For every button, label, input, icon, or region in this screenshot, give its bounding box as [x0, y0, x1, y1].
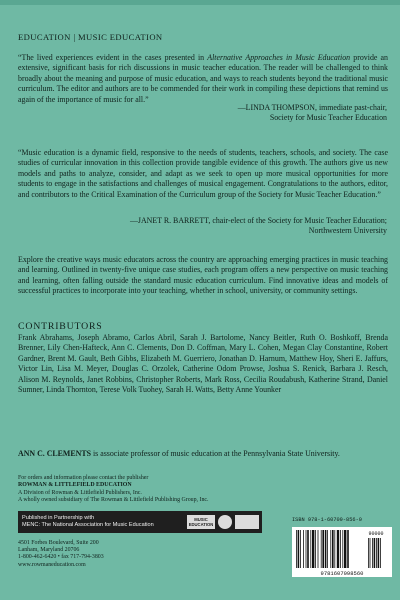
book-description: Explore the creative ways music educators across the country are approaching emerging practices in music teaching and learning. Outlined in twenty-five unique case studies, each program offers a new perspective on music teaching and learning, often falling outside the standard music education curriculum. Find innovative ideas and models of successful practices to incorporate into your teaching, whether in school, university, or community settings. — [18, 255, 388, 296]
barcode-bar — [332, 530, 334, 568]
barcode-bar — [315, 530, 316, 568]
endorsement-quote-2 — [18, 148, 388, 200]
publisher-contact — [18, 475, 263, 504]
address-line-1: 4501 Forbes Boulevard, Suite 200 — [18, 540, 99, 546]
barcode-bar — [376, 538, 377, 568]
barcode-digits: 9781607098560 — [320, 570, 364, 577]
barcode-bar — [306, 530, 307, 568]
seal-logo-icon — [218, 515, 232, 529]
quote-1-book-title: Alternative Approaches in Music Education — [207, 53, 351, 62]
quote-1-suffix: provide an extensive, significant basis for rich discussions in music teacher education. The reader will be challenged to think broadly about the meaning and purpose of music education, and ways to reach students beyond the traditional music curriculum. The editor and authors are to be commended for their work in compiling these depictions that remind us again of the importance of music for all.” — [18, 53, 389, 104]
quote-2-attribution-line2: Northwestern University — [308, 226, 387, 236]
barcode-icon — [292, 527, 392, 577]
menc-logo-icon: MUSIC EDUCATION — [188, 517, 214, 527]
barcode-bar — [307, 530, 309, 568]
author-name: ANN C. CLEMENTS — [18, 449, 91, 458]
barcode-bar — [344, 530, 346, 568]
barcode-bar — [312, 530, 314, 568]
partner-line-1: Published in Partnership with — [22, 515, 95, 521]
barcode-bar — [300, 530, 301, 568]
isbn-label: ISBN 978-1-60709-856-0 — [292, 517, 362, 523]
barcode-bar — [322, 530, 324, 568]
top-rule — [0, 0, 400, 5]
barcode-bar — [374, 538, 376, 568]
barcode-bar — [303, 530, 304, 568]
barcode-bar — [327, 530, 328, 568]
barcode-bar — [372, 538, 373, 568]
address-line-4: www.rowmaneducation.com — [18, 561, 86, 568]
quote-1-attribution-line2: Society for Music Teacher Education — [269, 113, 387, 123]
barcode-bar — [296, 530, 297, 568]
barcode-bar — [298, 530, 300, 568]
order-line-4: A wholly owned subsidiary of The Rowman & Littlefield Publishing Group, Inc. — [18, 496, 209, 503]
barcode-bar — [368, 538, 369, 568]
quote-2-text: “Music education is a dynamic field, responsive to the needs of students, teachers, schools, and society. The case studies of curricular innovation in this collection provide tangible evidence of this growth. The authors give us new models and paths to analyze, consider, and adapt as we seek to open up more musical opportunities for more students to engage in the satisfactions and challenges of musical engagement. Congratulations to the authors, editor, and contributors to the Critical Examination of the Curriculum group of the Society for Music Teacher Education.” — [18, 148, 388, 199]
partner-line-2: MENC: The National Association for Music Education — [22, 522, 154, 528]
category-label: EDUCATION | MUSIC EDUCATION — [18, 32, 163, 42]
contributors-heading: CONTRIBUTORS — [18, 321, 103, 332]
quote-1-attribution — [57, 103, 387, 124]
barcode-bar — [370, 538, 371, 568]
barcode-bar — [340, 530, 341, 568]
barcode-bar — [378, 538, 380, 568]
author-bio-text: is associate professor of music education at the Pennsylvania State University. — [91, 449, 340, 458]
order-line-3: A Division of Rowman & Littlefield Publishers, Inc. — [18, 489, 142, 496]
barcode-bar — [330, 530, 331, 568]
price-code: 90000 — [368, 531, 384, 537]
quote-1-prefix: “The lived experiences evident in the cases presented in — [18, 53, 208, 62]
endorsement-quote-1 — [18, 53, 388, 105]
barcode-bar — [337, 530, 339, 568]
barcode-bar — [380, 538, 381, 568]
barcode-bar — [318, 530, 319, 568]
quote-2-attribution — [57, 216, 387, 237]
author-bio — [18, 449, 388, 459]
barcode-bar — [310, 530, 311, 568]
barcode-bar — [325, 530, 327, 568]
barcode-bar — [321, 530, 322, 568]
barcode — [292, 527, 392, 577]
publisher-logo-icon — [235, 515, 259, 529]
barcode-bar — [347, 530, 349, 568]
quote-1-attribution-line1: —LINDA THOMPSON, immediate past-chair, — [237, 103, 387, 112]
barcode-bar — [334, 530, 335, 568]
publisher-address — [18, 540, 168, 569]
address-line-2: Lanham, Maryland 20706 — [18, 547, 80, 554]
address-line-3: 1-800-462-6420 • fax 717-794-3803 — [18, 554, 104, 561]
barcode-bar — [342, 530, 343, 568]
partnership-banner — [18, 511, 262, 533]
quote-2-attribution-line1: —JANET R. BARRETT, chair-elect of the Society for Music Teacher Education; — [130, 216, 387, 225]
publisher-name: ROWMAN & LITTLEFIELD EDUCATION — [18, 482, 132, 489]
order-line-1: For orders and information please contact the publisher — [18, 475, 149, 481]
contributors-list: Frank Abrahams, Joseph Abramo, Carlos Abril, Sarah J. Bartolome, Nancy Beitler, Ruth O. Boshkoff, Brenda Brenner, Lily Chen-Hafteck, Ann C. Clements, Don D. Coffman, Mary L. Cohen, Megan Clay Constantine, Robert Gardner, Brent M. Gault, Beth Gibbs, Elizabeth M. Guerriero, Jonathan D. Harnum, Matthew Hoy, Sheri E. Jaffurs, Victor Lin, Lisa M. Meyer, Douglas C. Orzolek, Catherine Odom Prowse, Joshua S. Renick, Barbara J. Resch, Alison M. Reynolds, Janet Robbins, Christopher Roberts, Mark Ross, Cecilia Roudabush, Katherine Strand, Daniel Sumner, Linda Thornton, Terese Volk Tuohey, Sarah H. Watts, Betty Anne Younker — [18, 333, 388, 395]
